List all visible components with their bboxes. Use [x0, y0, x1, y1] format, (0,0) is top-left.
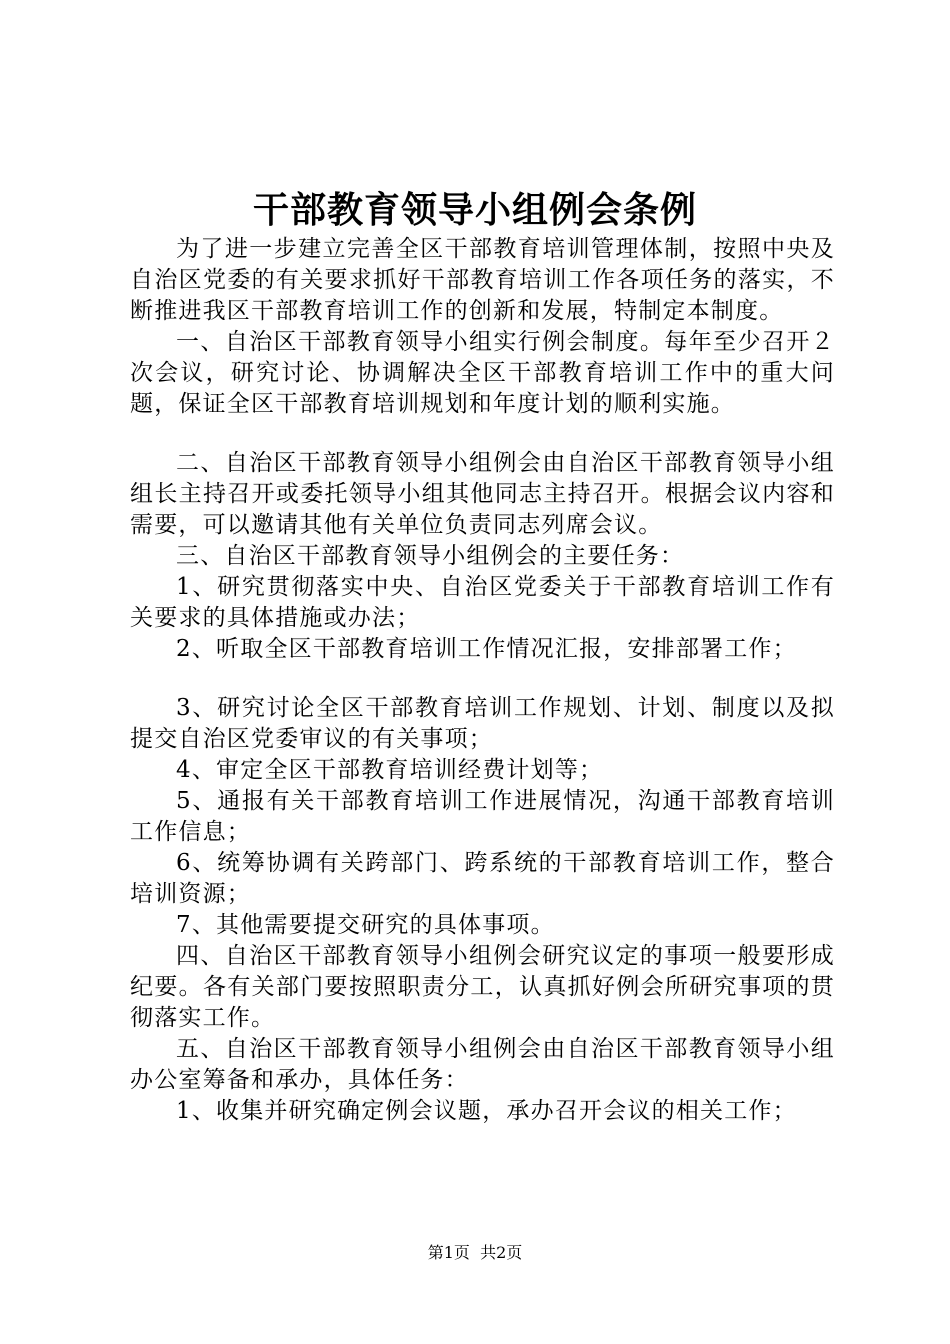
- list-item-office-task-1: 1、收集并研究确定例会议题，承办召开会议的相关工作；: [176, 1098, 797, 1124]
- page-footer: [0, 1242, 950, 1264]
- document-body: [130, 234, 835, 1127]
- list-item-task-5: 5、通报有关干部教育培训工作进展情况，沟通干部教育培训工作信息；: [130, 788, 835, 845]
- list-item-task-7: 7、其他需要提交研究的具体事项。: [176, 912, 555, 938]
- paragraph-article-4: 四、自治区干部教育领导小组例会研究议定的事项一般要形成纪要。各有关部门要按照职责分工，认真抓好例会所研究事项的贯彻落实工作。: [130, 943, 835, 1031]
- paragraph-article-5: 五、自治区干部教育领导小组例会由自治区干部教育领导小组办公室筹备和承办，具体任务：: [130, 1036, 835, 1093]
- list-item-task-6: 6、统筹协调有关跨部门、跨系统的干部教育培训工作，整合培训资源；: [130, 850, 835, 907]
- list-item-task-2: 2、听取全区干部教育培训工作情况汇报，安排部署工作；: [176, 636, 797, 662]
- list-item-task-4: 4、审定全区干部教育培训经费计划等；: [176, 757, 604, 783]
- list-item-task-3: 3、研究讨论全区干部教育培训工作规划、计划、制度以及拟提交自治区党委审议的有关事项；: [130, 695, 835, 752]
- paragraph-intro: 为了进一步建立完善全区干部教育培训管理体制，按照中央及自治区党委的有关要求抓好干部教育培训工作各项任务的落实，不断推进我区干部教育培训工作的创新和发展，特制定本制度。: [130, 236, 835, 324]
- paragraph-article-1: 一、自治区干部教育领导小组实行例会制度。每年至少召开２次会议，研究讨论、协调解决全区干部教育培训工作中的重大问题，保证全区干部教育培训规划和年度计划的顺利实施。: [130, 329, 835, 417]
- paragraph-article-2: 二、自治区干部教育领导小组例会由自治区干部教育领导小组组长主持召开或委托领导小组其他同志主持召开。根据会议内容和需要，可以邀请其他有关单位负责同志列席会议。: [130, 450, 835, 538]
- paragraph-article-3: 三、自治区干部教育领导小组例会的主要任务：: [176, 543, 685, 569]
- list-item-task-1: 1、研究贯彻落实中央、自治区党委关于干部教育培训工作有关要求的具体措施或办法；: [130, 574, 835, 631]
- document-title: 干部教育领导小组例会条例: [252, 189, 697, 231]
- page-number-label: 第1页 共2页: [427, 1243, 523, 1262]
